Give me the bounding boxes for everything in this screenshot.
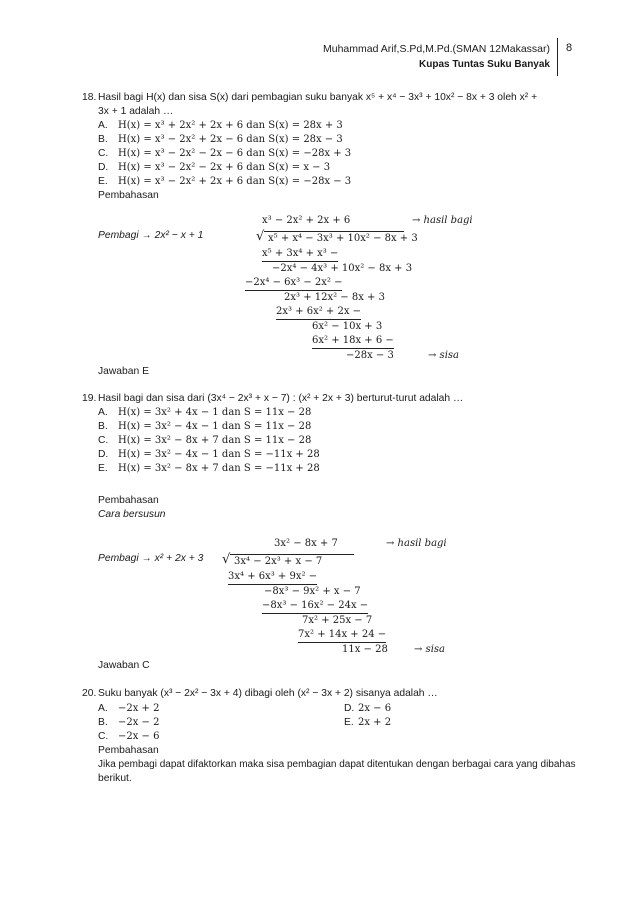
- q20-option-e-letter: E.: [344, 717, 354, 728]
- q19-option-c: H(x) = 3x² − 8x + 7 dan S = 11x − 28: [118, 435, 312, 446]
- header-divider: [557, 38, 558, 76]
- q19-step-3: −8x³ − 16x² − 24x −: [262, 599, 368, 614]
- q18-option-d: H(x) = x³ − 2x² − 2x + 6 dan S(x) = x − 3: [118, 162, 331, 173]
- q20-number: 20.: [82, 688, 97, 699]
- q18-stem-line1: Hasil bagi H(x) dan sisa S(x) dari pembagian suku banyak x⁵ + x⁴ − 3x³ + 10x² − 8x + 3 oleh x² +: [98, 92, 538, 103]
- q18-step-5: 2x³ + 6x² + 2x −: [276, 305, 361, 320]
- q20-stem: Suku banyak (x³ − 2x² − 3x + 4) dibagi oleh (x² − 3x + 2) sisanya adalah …: [98, 688, 438, 699]
- q19-option-d-letter: D.: [98, 449, 109, 460]
- q20-explanation-line2: berikut.: [98, 773, 132, 784]
- q19-option-d: H(x) = 3x² − 4x − 1 dan S = −11x + 28: [118, 449, 320, 460]
- q18-remainder: −28x − 3: [346, 350, 394, 361]
- q18-hasil-bagi-label: → hasil bagi: [412, 215, 473, 226]
- q19-step-2: −8x³ − 9x² + x − 7: [264, 586, 361, 597]
- q18-option-a-letter: A.: [98, 120, 108, 131]
- q19-jawaban: Jawaban C: [98, 660, 150, 671]
- header-title: Kupas Tuntas Suku Banyak: [419, 59, 550, 70]
- q18-option-e-letter: E.: [98, 176, 108, 187]
- q18-division-bracket: √: [256, 229, 265, 244]
- q19-option-a-letter: A.: [98, 407, 108, 418]
- q18-stem-line2: 3x + 1 adalah …: [98, 106, 174, 117]
- q19-option-e-letter: E.: [98, 463, 108, 474]
- q19-remainder: 11x − 28: [342, 644, 388, 655]
- q19-cara-bersusun: Cara bersusun: [98, 509, 166, 520]
- q20-option-d: 2x − 6: [358, 703, 392, 714]
- q19-dividend: 3x⁴ − 2x³ + x − 7: [234, 556, 323, 567]
- q18-step-1: x⁵ + 3x⁴ + x³ −: [262, 247, 338, 262]
- q18-number: 18.: [82, 92, 97, 103]
- q19-hasil-bagi-label: → hasil bagi: [386, 538, 447, 549]
- q19-option-a: H(x) = 3x² + 4x − 1 dan S = 11x − 28: [118, 407, 312, 418]
- q18-option-b: H(x) = x³ − 2x² + 2x − 6 dan S(x) = 28x − 3: [118, 134, 343, 145]
- q20-option-c: −2x − 6: [118, 731, 160, 742]
- q19-step-4: 7x² + 25x − 7: [302, 615, 373, 626]
- page-number: 8: [566, 42, 573, 54]
- q20-option-a-letter: A.: [98, 703, 108, 714]
- q20-option-d-letter: D.: [344, 703, 355, 714]
- q18-jawaban: Jawaban E: [98, 366, 149, 377]
- q19-option-b: H(x) = 3x² − 4x − 1 dan S = 11x − 28: [118, 421, 312, 432]
- q19-option-c-letter: C.: [98, 435, 109, 446]
- q18-step-3: −2x⁴ − 6x³ − 2x² −: [245, 276, 342, 291]
- q18-step-4: 2x³ + 12x² − 8x + 3: [284, 292, 385, 303]
- q18-dividend: x⁵ + x⁴ − 3x³ + 10x² − 8x + 3: [268, 233, 418, 244]
- q18-pembahasan: Pembahasan: [98, 190, 159, 201]
- q18-option-e: H(x) = x³ − 2x² + 2x + 6 dan S(x) = −28x − 3: [118, 176, 352, 187]
- q19-pembagi-label: Pembagi → x² + 2x + 3: [98, 553, 204, 564]
- page-header: [323, 42, 550, 72]
- q18-step-2: −2x⁴ − 4x³ + 10x² − 8x + 3: [272, 263, 413, 274]
- q19-stem: Hasil bagi dan sisa dari (3x⁴ − 2x³ + x − 7) : (x² + 2x + 3) berturut-turut adalah …: [98, 393, 464, 404]
- q19-number: 19.: [82, 393, 97, 404]
- q18-option-a: H(x) = x³ + 2x² + 2x + 6 dan S(x) = 28x + 3: [118, 120, 343, 131]
- q18-option-d-letter: D.: [98, 162, 109, 173]
- q19-option-b-letter: B.: [98, 421, 108, 432]
- q20-option-b-letter: B.: [98, 717, 108, 728]
- q19-sisa-label: → sisa: [414, 644, 445, 655]
- q20-option-e: 2x + 2: [358, 717, 392, 728]
- q19-pembahasan: Pembahasan: [98, 495, 159, 506]
- q19-division-bracket: √: [222, 552, 231, 567]
- q20-pembahasan: Pembahasan: [98, 745, 159, 756]
- q18-option-c-letter: C.: [98, 148, 109, 159]
- q19-step-5: 7x² + 14x + 24 −: [298, 628, 386, 643]
- q18-step-6: 6x² − 10x + 3: [312, 321, 383, 332]
- q18-quotient: x³ − 2x² + 2x + 6: [262, 215, 351, 226]
- q20-option-a: −2x + 2: [118, 703, 160, 714]
- q19-option-e: H(x) = 3x² − 8x + 7 dan S = −11x + 28: [118, 463, 320, 474]
- q18-pembagi-label: Pembagi → 2x² − x + 1: [98, 230, 204, 241]
- q18-option-c: H(x) = x³ − 2x² − 2x − 6 dan S(x) = −28x + 3: [118, 148, 352, 159]
- header-author: Muhammad Arif,S.Pd,M.Pd.(SMAN 12Makassar): [323, 43, 550, 55]
- q18-step-7: 6x² + 18x + 6 −: [312, 334, 394, 349]
- q18-option-b-letter: B.: [98, 134, 108, 145]
- q20-explanation-line1: Jika pembagi dapat difaktorkan maka sisa pembagian dapat ditentukan dengan berbagai cara yang dibahas: [98, 759, 576, 770]
- q19-quotient: 3x² − 8x + 7: [274, 538, 338, 549]
- q18-sisa-label: → sisa: [428, 350, 459, 361]
- q20-option-c-letter: C.: [98, 731, 109, 742]
- q19-step-1: 3x⁴ + 6x³ + 9x² −: [228, 570, 317, 585]
- q20-option-b: −2x − 2: [118, 717, 160, 728]
